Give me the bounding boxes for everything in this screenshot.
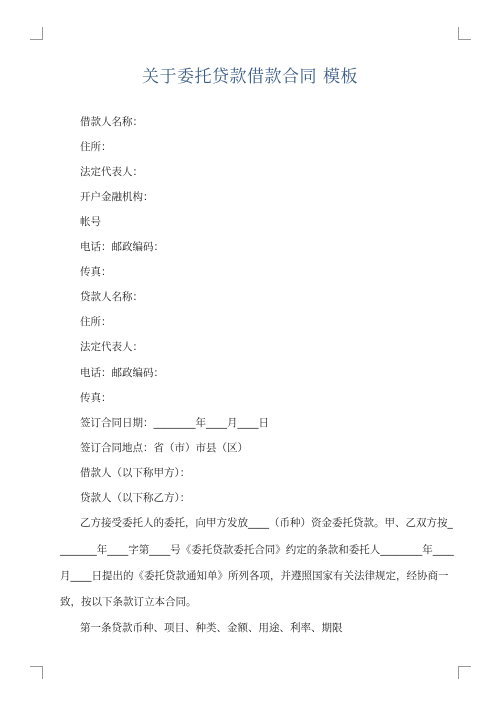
- paragraph-line-1: 乙方接受委托人的委托，向甲方发放____（币种）资金委托贷款。甲、乙双方按_: [80, 517, 453, 529]
- field-borrower-address: 住所：: [80, 141, 112, 153]
- crop-mark-bottom-right: [458, 666, 471, 679]
- field-lender-phone-postcode: 电话：邮政编码：: [80, 367, 164, 379]
- document-title: 关于委托贷款借款合同 模板: [142, 67, 358, 87]
- crop-mark-bottom-left: [30, 666, 43, 679]
- paragraph-line-4: 致，按以下条款订立本合同。: [60, 596, 197, 608]
- field-borrower-legal-rep: 法定代表人：: [80, 166, 143, 178]
- paragraph-line-3: 月____日提出的《委托贷款通知单》所列各项，并遵照国家有关法律规定，经协商一: [60, 570, 449, 582]
- paragraph-line-2: _______年____字第____号《委托贷款委托合同》约定的条款和委托人________年____: [60, 544, 454, 556]
- field-signing-date: 签订合同日期：________年____月____日: [80, 417, 269, 429]
- field-borrower-account: 帐号: [80, 216, 101, 228]
- field-borrower-name: 借款人名称：: [80, 116, 143, 128]
- field-borrower-phone-postcode: 电话：邮政编码：: [80, 241, 164, 253]
- field-party-a: 借款人（以下称甲方）：: [80, 467, 191, 479]
- clause-1-heading: 第一条贷款币种、项目、种类、金额、用途、利率、期限: [80, 622, 343, 634]
- crop-mark-top-left: [30, 27, 43, 40]
- field-lender-address: 住所：: [80, 316, 112, 328]
- field-borrower-fax: 传真：: [80, 266, 112, 278]
- field-party-b: 贷款人（以下称乙方）：: [80, 492, 191, 504]
- field-lender-legal-rep: 法定代表人：: [80, 341, 143, 353]
- field-borrower-bank: 开户金融机构：: [80, 191, 154, 203]
- field-lender-fax: 传真：: [80, 392, 112, 404]
- field-lender-name: 贷款人名称：: [80, 291, 143, 303]
- crop-mark-top-right: [458, 27, 471, 40]
- field-signing-place: 签订合同地点：省（市）市县（区）: [80, 442, 248, 454]
